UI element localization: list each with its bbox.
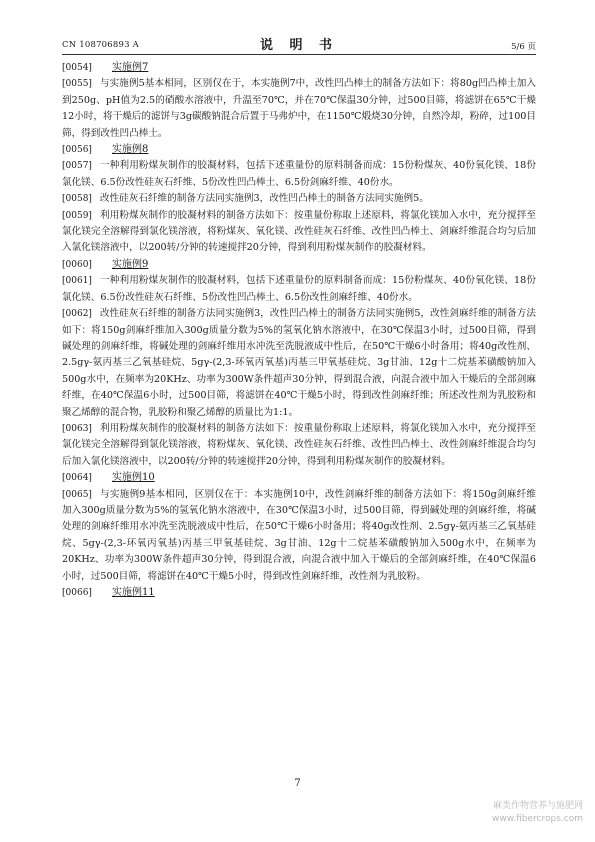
example-heading-text: 实施例8 xyxy=(112,144,149,156)
paragraph-number: [0058] xyxy=(62,194,92,205)
paragraph xyxy=(62,273,536,306)
document-body xyxy=(62,60,536,601)
watermark-url: www.fibercrops.com xyxy=(492,814,583,824)
paragraph-number: [0061] xyxy=(62,276,92,287)
paragraph-text: 改性硅灰石纤维的制备方法同实施例3，改性凹凸棒土的制备方法同实施例5，改性剑麻纤维的制备方法如下：将150g剑麻纤维加入300g质量分数为5%的氢氧化钠水溶液中，在30℃保温3小时，过500目筛，得到碱处理的剑麻纤维，将碱处理的剑麻纤维用水冲洗至洗脱液成中性后，在50℃干燥6小时备用；将40g改性剂、2.5gγ-氨丙基三乙氧基硅烷、5gγ-(2,3-环氧丙氧基)丙基三甲氧基硅烷、3g甘油、12g十二烷基苯磺酸钠加入500g水中，在频率为20KHz、功率为300W条件超声30分钟，得到混合液，向混合液中加入干燥后的全部剑麻纤维，在40℃保温6小时，过500目筛，将滤饼在40℃干燥5小时，得到改性剑麻纤维；所述改性剂为乳胶粉和聚乙烯醇的混合物，乳胶粉和聚乙烯醇的质量比为1:1。 xyxy=(62,308,536,418)
paragraph-number: [0055] xyxy=(62,79,92,90)
paragraph xyxy=(62,208,536,257)
paragraph-number: [0065] xyxy=(62,489,92,500)
example-heading xyxy=(62,257,536,273)
site-watermark xyxy=(492,800,583,826)
paragraph-text: 一种利用粉煤灰制作的胶凝材料，包括下述重量份的原料制备而成：15份粉煤灰、40份氧化镁、18份氯化镁、6.5份改性硅灰石纤维、5份改性凹凸棒土、6.5份改性剑麻纤维、40份水。 xyxy=(62,275,536,303)
paragraph-text: 与实施例5基本相同，区别仅在于，本实施例7中，改性凹凸棒土的制备方法如下：将80g凹凸棒土加入到250g、pH值为2.5的硝酸水溶液中，升温至70℃，并在70℃保温30分钟，过500目筛，将滤饼在65℃干燥12小时，将干燥后的滤饼与3g碳酸钠混合后置于马弗炉中，在1150℃煅烧30分钟，自然冷却，粉碎，过100目筛，得到改性凹凸棒土。 xyxy=(62,78,536,139)
paragraph-text: 与实施例9基本相同，区别仅在于：本实施例10中，改性剑麻纤维的制备方法如下：将150g剑麻纤维加入300g质量分数为5%的氢氧化钠水溶液中，在30℃保温3小时，过500目筛，得到碱处理的剑麻纤维，将碱处理的剑麻纤维用水冲洗至洗脱液成中性后，在50℃干燥6小时备用；将40g改性剂、2.5gγ-氨丙基三乙氧基硅烷、5gγ-(2,3-环氧丙氧基)丙基三甲氧基硅烷、3g甘油、12g十二烷基苯磺酸钠加入500g水中，在频率为20KHz、功率为300W条件超声30分钟，得到混合液，向混合液中加入干燥后的全部剑麻纤维，在40℃保温6小时，过500目筛，将滤饼在40℃干燥5小时，得到改性剑麻纤维，改性剂为乳胶粉。 xyxy=(62,488,536,582)
page-header xyxy=(62,34,536,54)
example-heading-text: 实施例10 xyxy=(112,472,155,484)
page-indicator: 5/6 页 xyxy=(511,42,536,52)
paragraph-number: [0066] xyxy=(62,588,92,598)
paragraph xyxy=(62,306,536,421)
example-heading xyxy=(62,470,536,486)
paragraph-number: [0062] xyxy=(62,309,92,320)
example-heading-text: 实施例11 xyxy=(112,587,155,598)
header-rule xyxy=(62,54,536,55)
paragraph-number: [0064] xyxy=(62,473,92,484)
paragraph-text: 一种利用粉煤灰制作的胶凝材料，包括下述重量份的原料制备而成：15份粉煤灰、40份氧化镁、18份氯化镁、6.5份改性硅灰石纤维、5份改性凹凸棒土、6.5份剑麻纤维、40份水。 xyxy=(62,160,536,188)
example-heading-text: 实施例7 xyxy=(112,62,149,73)
document-title: 说 明 书 xyxy=(259,38,339,53)
patent-number: CN 108706893 A xyxy=(62,40,139,50)
paragraph xyxy=(62,487,536,585)
paragraph xyxy=(62,421,536,470)
paragraph-number: [0060] xyxy=(62,259,92,270)
paragraph-text: 改性硅灰石纤维的制备方法同实施例3，改性凹凸棒土的制备方法同实施例5。 xyxy=(100,193,429,205)
paragraph-number: [0059] xyxy=(62,210,92,221)
paragraph xyxy=(62,191,536,207)
paragraph-number: [0057] xyxy=(62,161,92,172)
paragraph xyxy=(62,76,536,142)
example-heading xyxy=(62,142,536,158)
paragraph-number: [0056] xyxy=(62,145,92,156)
example-heading-text: 实施例9 xyxy=(112,258,149,270)
page-number: 7 xyxy=(294,778,301,789)
example-heading xyxy=(62,585,536,601)
paragraph-number: [0054] xyxy=(62,63,92,73)
example-heading xyxy=(62,60,536,76)
paragraph-text: 利用粉煤灰制作的胶凝材料的制备方法如下：按重量份称取上述原料，将氯化镁加入水中，充分搅拌至氯化镁完全溶解得到氯化镁溶液，将粉煤灰、氧化镁、改性硅灰石纤维、改性凹凸棒土、剑麻纤维混合均匀后加入氯化镁溶液中，以200转/分钟的转速搅拌20分钟，得到利用粉煤灰制作的胶凝材料。 xyxy=(62,209,536,254)
paragraph xyxy=(62,158,536,191)
watermark-title: 麻类作物营养与施肥网 xyxy=(492,801,583,811)
paragraph-number: [0063] xyxy=(62,423,92,434)
paragraph-text: 利用粉煤灰制作的胶凝材料的制备方法如下：按重量份称取上述原料，将氯化镁加入水中，充分搅拌至氯化镁完全溶解得到氯化镁溶液，将粉煤灰、氧化镁、改性硅灰石纤维、改性凹凸棒土、改性剑麻纤维混合均匀后加入氯化镁溶液中，以200转/分钟的转速搅拌20分钟，得到利用粉煤灰制作的胶凝材料。 xyxy=(62,422,536,467)
